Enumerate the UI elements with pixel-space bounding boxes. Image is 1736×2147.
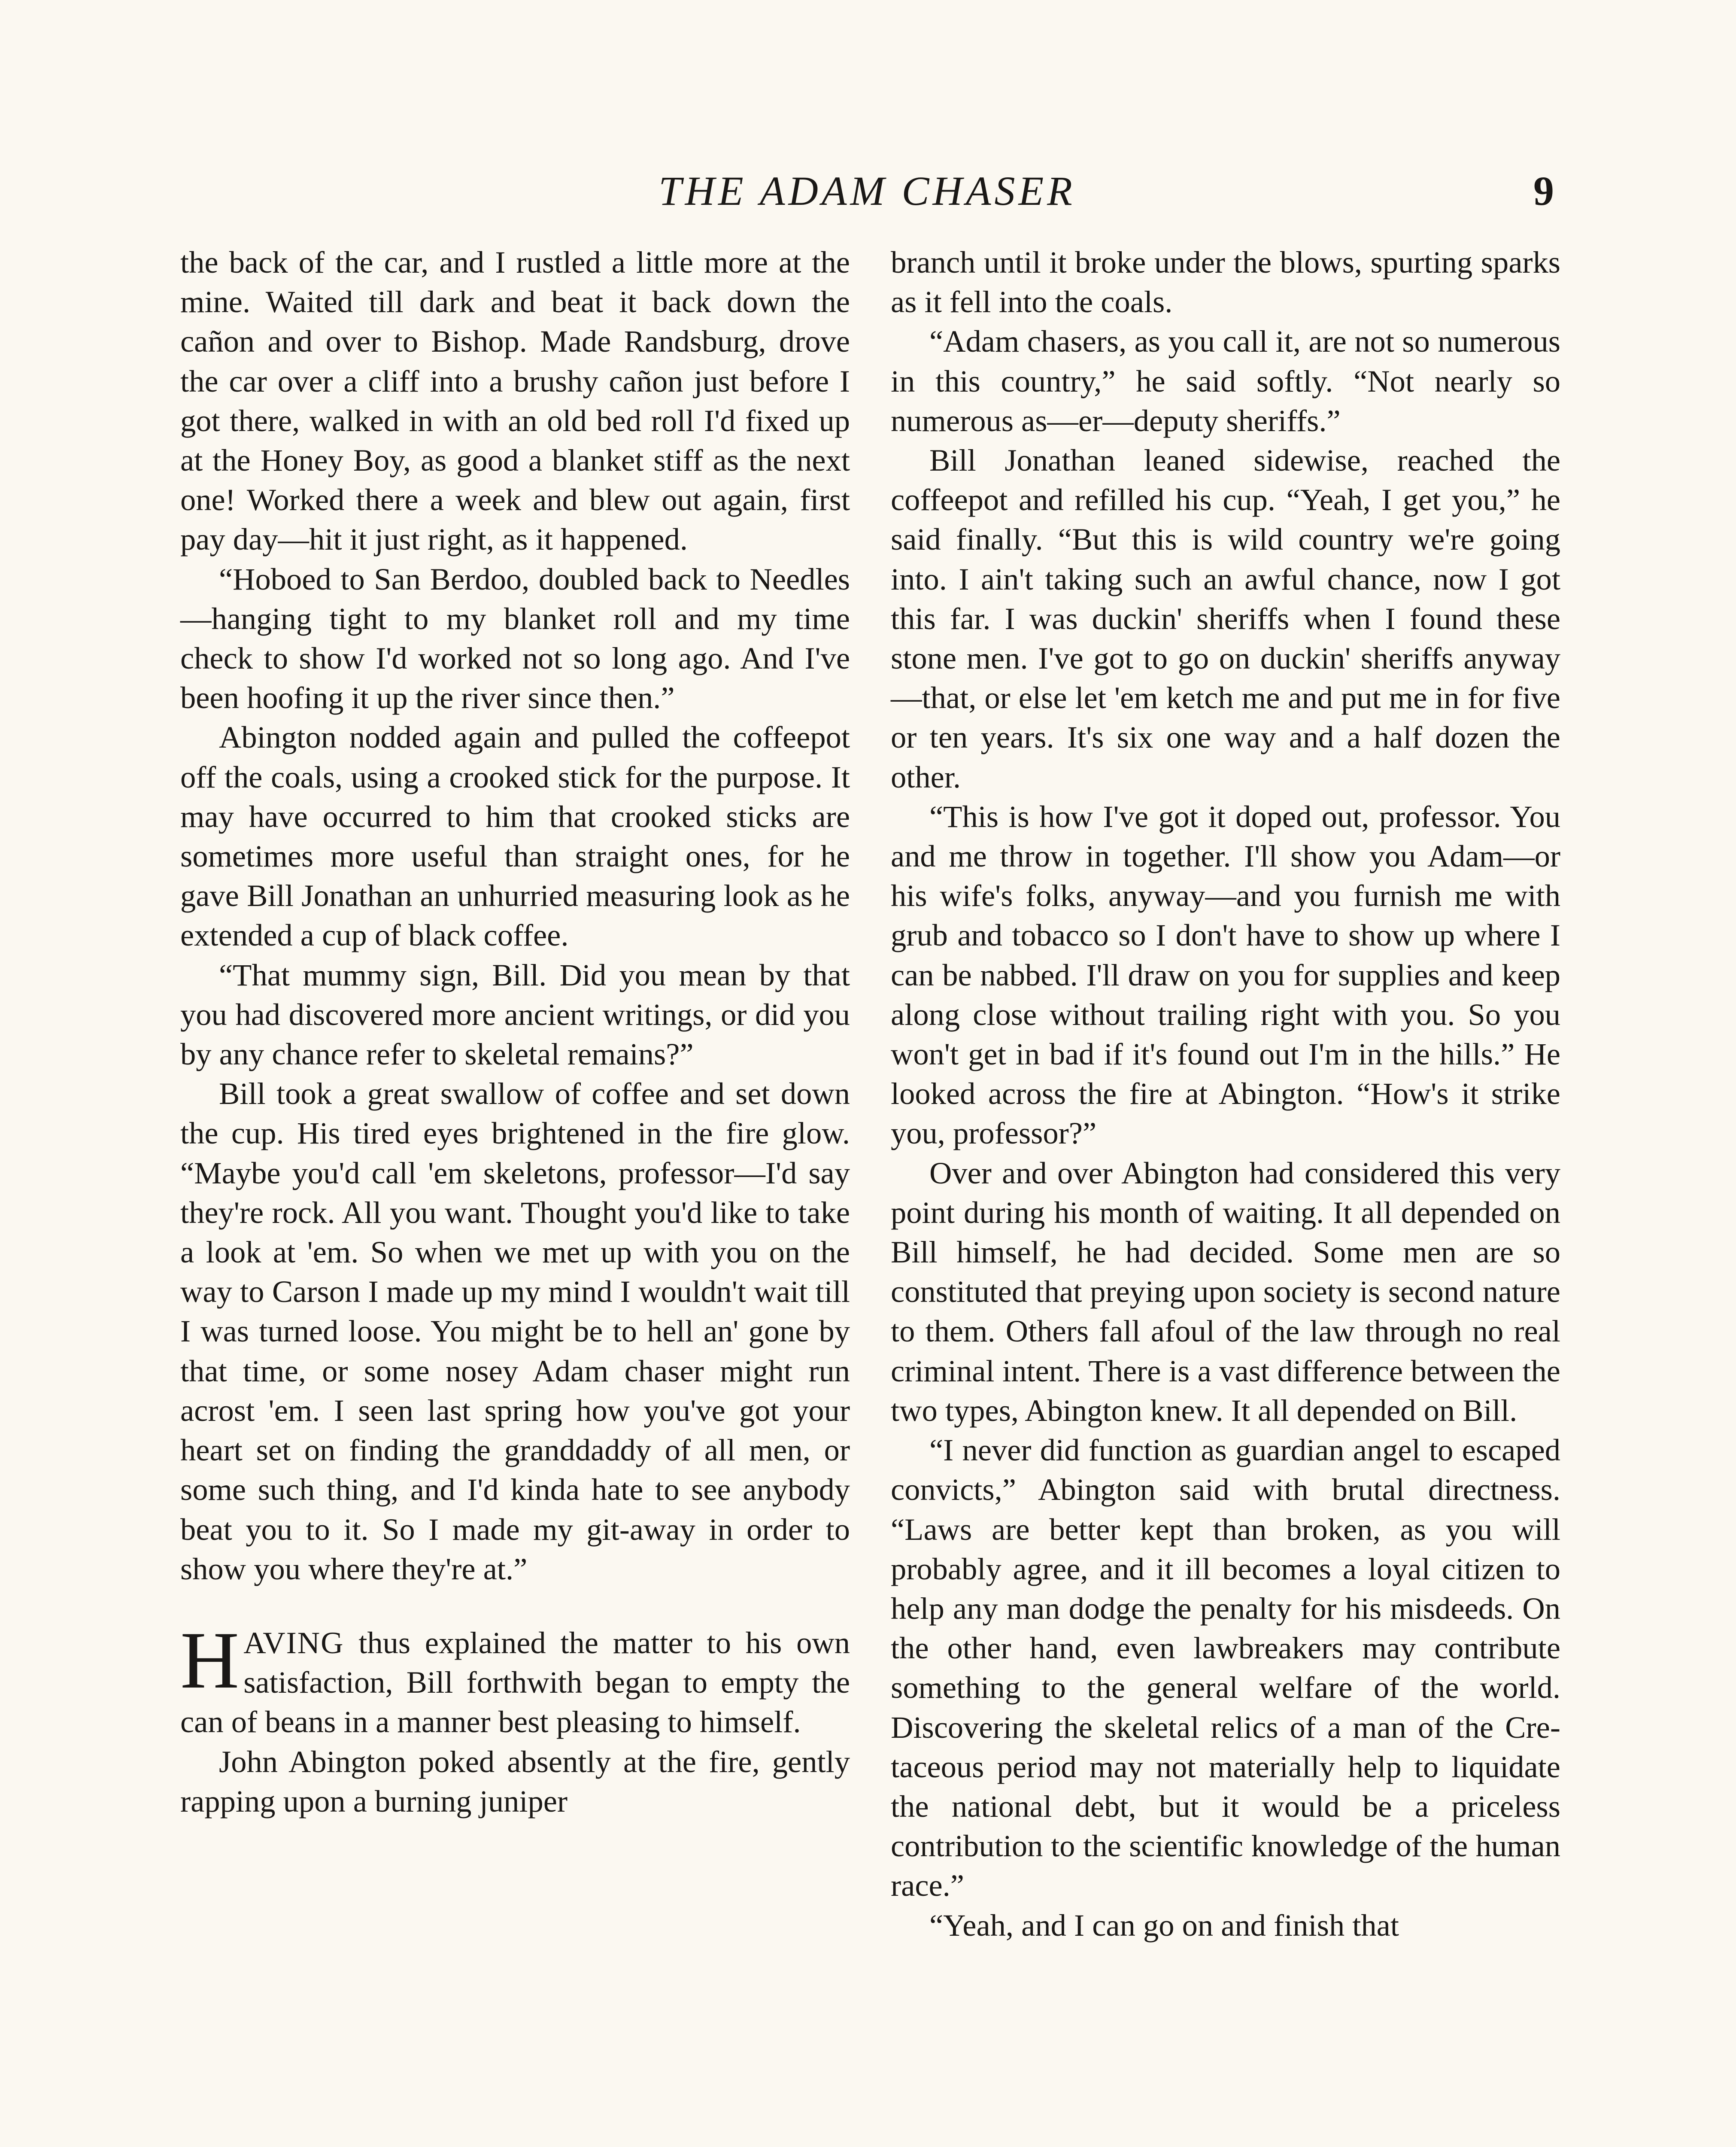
paragraph: Abington nodded again and pulled the coffeepot off the coals, using a crooked stick for the purpose. It may have occurred to him that crooked sticks are sometimes more useful than straight ones, for he gave Bill Jonathan an unhurried measuring look as he extended a cup of black coffee. bbox=[180, 720, 850, 953]
drop-cap: H bbox=[180, 1615, 240, 1706]
small-caps-lead: AVING bbox=[243, 1625, 344, 1660]
paragraph: “Yeah, and I can go on and finish that bbox=[929, 1907, 1399, 1943]
paragraph: “Hoboed to San Berdoo, doubled back to Needles—hanging tight to my blanket roll and my time check to show I'd worked not so long ago. And I've been hoofing it up the river since then.” bbox=[180, 561, 850, 715]
paragraph: Over and over Abington had considered this very point during his month of waiting. It all depended on Bill himself, he had decided. Some men are so constituted that preying upon society is second nature to them. Others fall afoul of the law through no real criminal intent. There is a vast difference between the two types, Abington knew. It all depended on Bill. bbox=[891, 1155, 1560, 1428]
running-title: THE ADAM CHASER bbox=[659, 168, 1076, 214]
paragraph: branch until it broke under the blows, spurting sparks as it fell into the coals. bbox=[891, 245, 1560, 319]
paragraph: John Abington poked absently at the fire, gently rapping upon a burning juniper bbox=[180, 1744, 850, 1819]
paragraph-text: thus explained the matter to his own satisfaction, Bill forthwith began to empty the can of beans in a manner best pleasing to himself. bbox=[180, 1625, 850, 1739]
paragraph: “That mummy sign, Bill. Did you mean by that you had discovered more ancient writings, or did you by any chance refer to skeletal remains?” bbox=[180, 957, 850, 1072]
section-start-paragraph bbox=[180, 1615, 850, 1742]
right-column bbox=[891, 243, 1560, 1945]
paragraph: Bill Jonathan leaned sidewise, reached the coffeepot and refilled his cup. “Yeah, I get you,” he said finally. “But this is wild country we're going into. I ain't taking such an awful chance, now I got this far. I was duckin' sheriffs when I found these stone men. I've got to go on duckin' sheriffs anyway—that, or else let 'em ketch me and put me in for five or ten years. It's six one way and a half dozen the other. bbox=[891, 443, 1560, 794]
left-column bbox=[180, 243, 850, 1821]
paragraph: “I never did function as guardian angel to escaped convicts,” Abington said with brutal directness. “Laws are better kept than broken, as you will probably agree, and it ill becomes a loyal citizen to help any man dodge the penalty for his misdeeds. On the other hand, even lawbreakers may contribute something to the general welfare of the world. Discovering the skeletal relics of a man of the Cretaceous period may not materially help to liquidate the national debt, but it would be a priceless contribution to the scientific knowledge of the human race.” bbox=[891, 1432, 1560, 1903]
paragraph: “This is how I've got it doped out, professor. You and me throw in together. I'll show you Adam—or his wife's folks, anyway—and you furnish me with grub and tobacco so I don't have to show up where I can be nabbed. I'll draw on you for supplies and keep along close without trailing right with you. So you won't get in bad if it's found out I'm in the hills.” He looked across the fire at Abington. “How's it strike you, professor?” bbox=[891, 799, 1560, 1151]
page-number: 9 bbox=[1533, 168, 1554, 214]
paragraph: the back of the car, and I rustled a little more at the mine. Waited till dark and beat it back down the cañon and over to Bishop. Made Randsburg, drove the car over a cliff into a brushy cañon just before I got there, walked in with an old bed roll I'd fixed up at the Honey Boy, as good a blanket stiff as the next one! Worked there a week and blew out again, first pay day—hit it just right, as it happened. bbox=[180, 245, 850, 557]
paragraph: Bill took a great swallow of coffee and set down the cup. His tired eyes brightened in the fire glow. “Maybe you'd call 'em skeletons, professor—I'd say they're rock. All you want. Thought you'd like to take a look at 'em. So when we met up with you on the way to Carson I made up my mind I wouldn't wait till I was turned loose. You might be to hell an' gone by that time, or some nosey Adam chaser might run acrost 'em. I seen last spring how you've got your heart set on finding the granddaddy of all men, or some such thing, and I'd kinda hate to see anybody beat you to it. So I made my git-away in order to show you where they're at.” bbox=[180, 1076, 850, 1586]
page-header bbox=[180, 163, 1554, 228]
paragraph: “Adam chasers, as you call it, are not so numerous in this country,” he said softly. “Not nearly so numerous as—er—deputy sheriffs.” bbox=[891, 324, 1560, 438]
